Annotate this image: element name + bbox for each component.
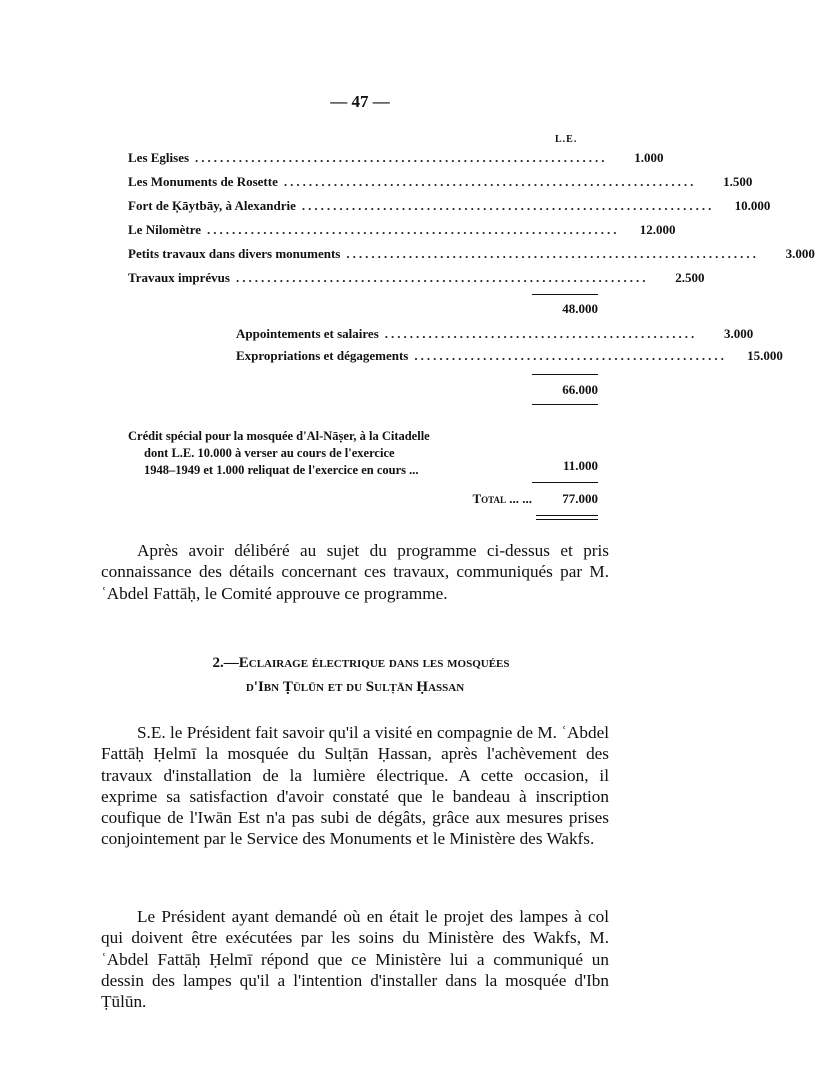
subtotal-rule — [532, 374, 598, 375]
subtotal-rule — [532, 294, 598, 295]
ledger-item-label: Appointements et salaires — [236, 326, 379, 341]
ledger-row — [128, 246, 815, 266]
subtotal-2-amount: 66.000 — [562, 382, 598, 397]
ledger-item-label: Travaux imprévus — [128, 270, 230, 285]
leader-dots: .................................................................. — [346, 246, 759, 261]
ledger-item-amount: 2.500 — [675, 270, 705, 285]
leader-dots: .................................................................. — [283, 174, 697, 189]
paragraph-visit: S.E. le Président fait savoir qu'il a visité en compagnie de M. ʿAbdel Fattāḥ Ḥelmī la mosquée du Sulṭān Ḥassan, après l'achèvement des travaux d'installation de la lumière électrique. A cette occasion, il exprime sa satisfaction d'avoir constaté que le bandeau à inscription coufique de l'Iwān Est n'a pas subi de dégâts, grâce aux mesures prises conjointement par le Service des Monuments et le Ministère des Wakfs. — [101, 723, 609, 849]
total-rule — [532, 482, 598, 483]
section-heading-line-2: d'Ibn Ṭūlūn et du Sulṭān Ḥassan — [245, 679, 465, 695]
total-double-rule — [536, 515, 598, 520]
leader-dots: .................................................. — [384, 326, 698, 341]
ledger-row — [128, 150, 664, 170]
ledger-row — [128, 198, 771, 218]
leader-dots: .................................................................. — [235, 270, 649, 285]
ledger-item-label: Expropriations et dégagements — [236, 348, 409, 363]
ledger-item-amount: 1.000 — [634, 150, 664, 165]
ledger-row — [128, 174, 753, 194]
ledger-row — [236, 348, 783, 368]
ledger-item-label: Fort de Ķāytbāy, à Alexandrie — [128, 198, 296, 213]
section-heading — [101, 651, 609, 699]
ledger-row — [128, 222, 676, 242]
leader-dots: .................................................................. — [301, 198, 715, 213]
ledger-row — [236, 326, 754, 346]
section-heading-line-1: 2.—Eclairage électrique dans les mosquées — [212, 655, 510, 671]
ledger-item-amount: 1.500 — [723, 174, 753, 189]
leader-dots: .................................................. — [414, 348, 727, 363]
paragraph-lamps: Le Président ayant demandé où en était le projet des lampes à col qui doivent être exécutées par les soins du Ministère des Wakfs, M. ʿAbdel Fattāḥ Ḥelmī répond que ce Ministère lui a communiqué un dessin des lampes qu'il a l'intention d'installer dans la mosquée d'Ibn Ṭūlūn. — [101, 907, 609, 1012]
credit-line-1: Crédit spécial pour la mosquée d'Al-Nāṣer, à la Citadelle — [128, 429, 430, 443]
ledger-item-label: Les Monuments de Rosette — [128, 174, 278, 189]
currency-header: L.E. — [555, 134, 578, 145]
credit-amount: 11.000 — [562, 458, 598, 473]
paragraph-approval: Après avoir délibéré au sujet du programme ci-dessus et pris connaissance des détails concernant ces travaux, communiqués par M. ʿAbdel Fattāḥ, le Comité approuve ce programme. — [101, 541, 609, 603]
ledger-item-amount: 3.000 — [785, 246, 815, 261]
subtotal-rule — [532, 404, 598, 405]
leader-dots: .................................................................. — [195, 150, 608, 165]
ledger-item-amount: 3.000 — [724, 326, 754, 341]
ledger-item-label: Le Nilomètre — [128, 222, 202, 237]
page-number: — 47 — — [330, 92, 390, 111]
ledger-item-amount: 15.000 — [747, 348, 783, 363]
subtotal-1-amount: 48.000 — [562, 301, 598, 316]
ledger-item-label: Les Eglises — [128, 150, 190, 165]
credit-line-2: dont L.E. 10.000 à verser au cours de l'exercice — [144, 446, 395, 460]
ledger-row — [128, 270, 705, 290]
total-amount: 77.000 — [562, 491, 598, 506]
ledger-item-amount: 12.000 — [639, 222, 676, 237]
leader-dots: .................................................................. — [207, 222, 620, 237]
credit-line-3: 1948–1949 et 1.000 reliquat de l'exercice en cours ... — [144, 463, 419, 477]
total-label: Total ... ... — [472, 491, 532, 506]
ledger-item-label: Petits travaux dans divers monuments — [128, 246, 341, 261]
ledger-item-amount: 10.000 — [734, 198, 771, 213]
